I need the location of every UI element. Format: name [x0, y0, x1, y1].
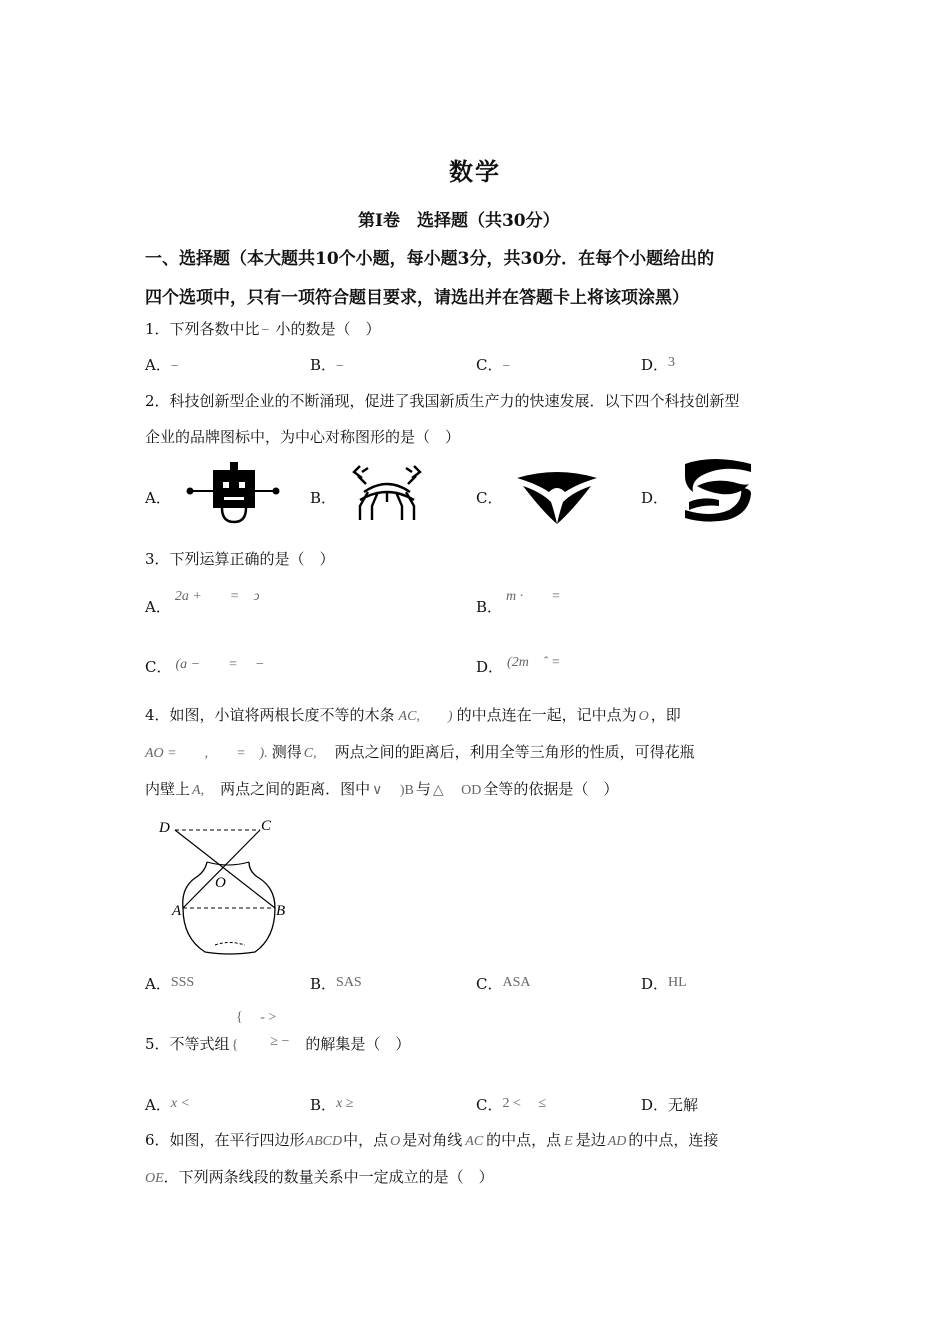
q1-option-b[interactable]: B．−	[310, 356, 344, 374]
question-4-line2: AO = , = ). 测得 C, 两点之间的距离后，利用全等三角形的性质，可得花瓶	[145, 743, 695, 761]
q5-option-d[interactable]: D．无解	[641, 1096, 699, 1114]
question-1-stem: 1．下列各数中比 − 小的数是（ ）	[145, 320, 381, 338]
q3-option-d[interactable]: D． (2m ˆ =	[476, 655, 561, 676]
q4-option-c[interactable]: C．ASA	[476, 975, 531, 993]
question-5-stem: 5．不等式组 { ≥ − 的解集是（ ）	[145, 1034, 411, 1053]
question-6-line2: OE．下列两条线段的数量关系中一定成立的是（ ）	[145, 1168, 494, 1186]
question-2-line1: 2．科技创新型企业的不断涌现，促进了我国新质生产力的快速发展．以下四个科技创新型	[145, 392, 740, 410]
robot-logo-icon[interactable]	[186, 460, 282, 524]
q4-option-b[interactable]: B．SAS	[310, 975, 362, 993]
q5-option-b[interactable]: B．x ≥	[310, 1096, 354, 1114]
q2-option-c-label[interactable]: C．	[476, 489, 503, 507]
q3-option-c[interactable]: C． (a − = −	[145, 657, 265, 676]
part-title: 第Ⅰ卷 选择题（共30分）	[358, 211, 560, 231]
q2-option-d-label[interactable]: D．	[641, 489, 669, 507]
crab-logo-icon[interactable]	[350, 462, 424, 524]
q1-option-c[interactable]: C．−	[476, 356, 511, 374]
q3-option-a[interactable]: A．2a + = ↄ	[145, 589, 260, 616]
q2-option-b-label[interactable]: B．	[310, 489, 337, 507]
q3-option-b[interactable]: B．m · =	[476, 589, 561, 616]
question-4-line1: 4．如图，小谊将两根长度不等的木条 AC, ) 的中点连在一起，记中点为 O ，即	[145, 706, 681, 724]
q1-option-a[interactable]: A．−	[145, 356, 179, 374]
point-c-label: C	[261, 818, 272, 834]
q4-option-a[interactable]: A．SSS	[145, 975, 195, 993]
q5-option-c[interactable]: C．2 < ≤	[476, 1096, 547, 1114]
q5-option-a[interactable]: A．x <	[145, 1096, 191, 1114]
section-heading-line1: 一、选择题（本大题共10个小题，每小题3分，共30分．在每个小题给出的	[145, 249, 715, 269]
point-a-label: A	[172, 903, 182, 919]
point-d-label: D	[159, 820, 170, 836]
question-4-line3: 内壁上 A, 两点之间的距离．图中 ∨ )B 与 △ OD 全等的依据是（ ）	[145, 780, 619, 798]
section-heading-line2: 四个选项中，只有一项符合题目要求，请选出并在答题卡上将该项涂黑）	[145, 288, 689, 308]
q1-option-d[interactable]: D．3	[641, 355, 676, 374]
tri-blade-logo-icon[interactable]	[517, 470, 597, 524]
question-6-line1: 6．如图，在平行四边形ABCD中，点 O 是对角线 AC 的中点，点 E 是边 AD 的中点，连接	[145, 1131, 719, 1149]
vase-diagram	[155, 812, 295, 962]
question-2-line2: 企业的品牌图标中，为中心对称图形的是（ ）	[145, 428, 461, 446]
q4-option-d[interactable]: D．HL	[641, 975, 687, 993]
page-title: 数学	[449, 157, 501, 186]
point-o-label: O	[215, 875, 226, 891]
q5-brace-top: { - >	[236, 1010, 277, 1025]
point-b-label: B	[276, 903, 286, 919]
q2-option-a-label[interactable]: A．	[145, 489, 171, 507]
question-3-stem: 3．下列运算正确的是（ ）	[145, 550, 335, 568]
swirl-logo-icon[interactable]	[683, 458, 753, 524]
